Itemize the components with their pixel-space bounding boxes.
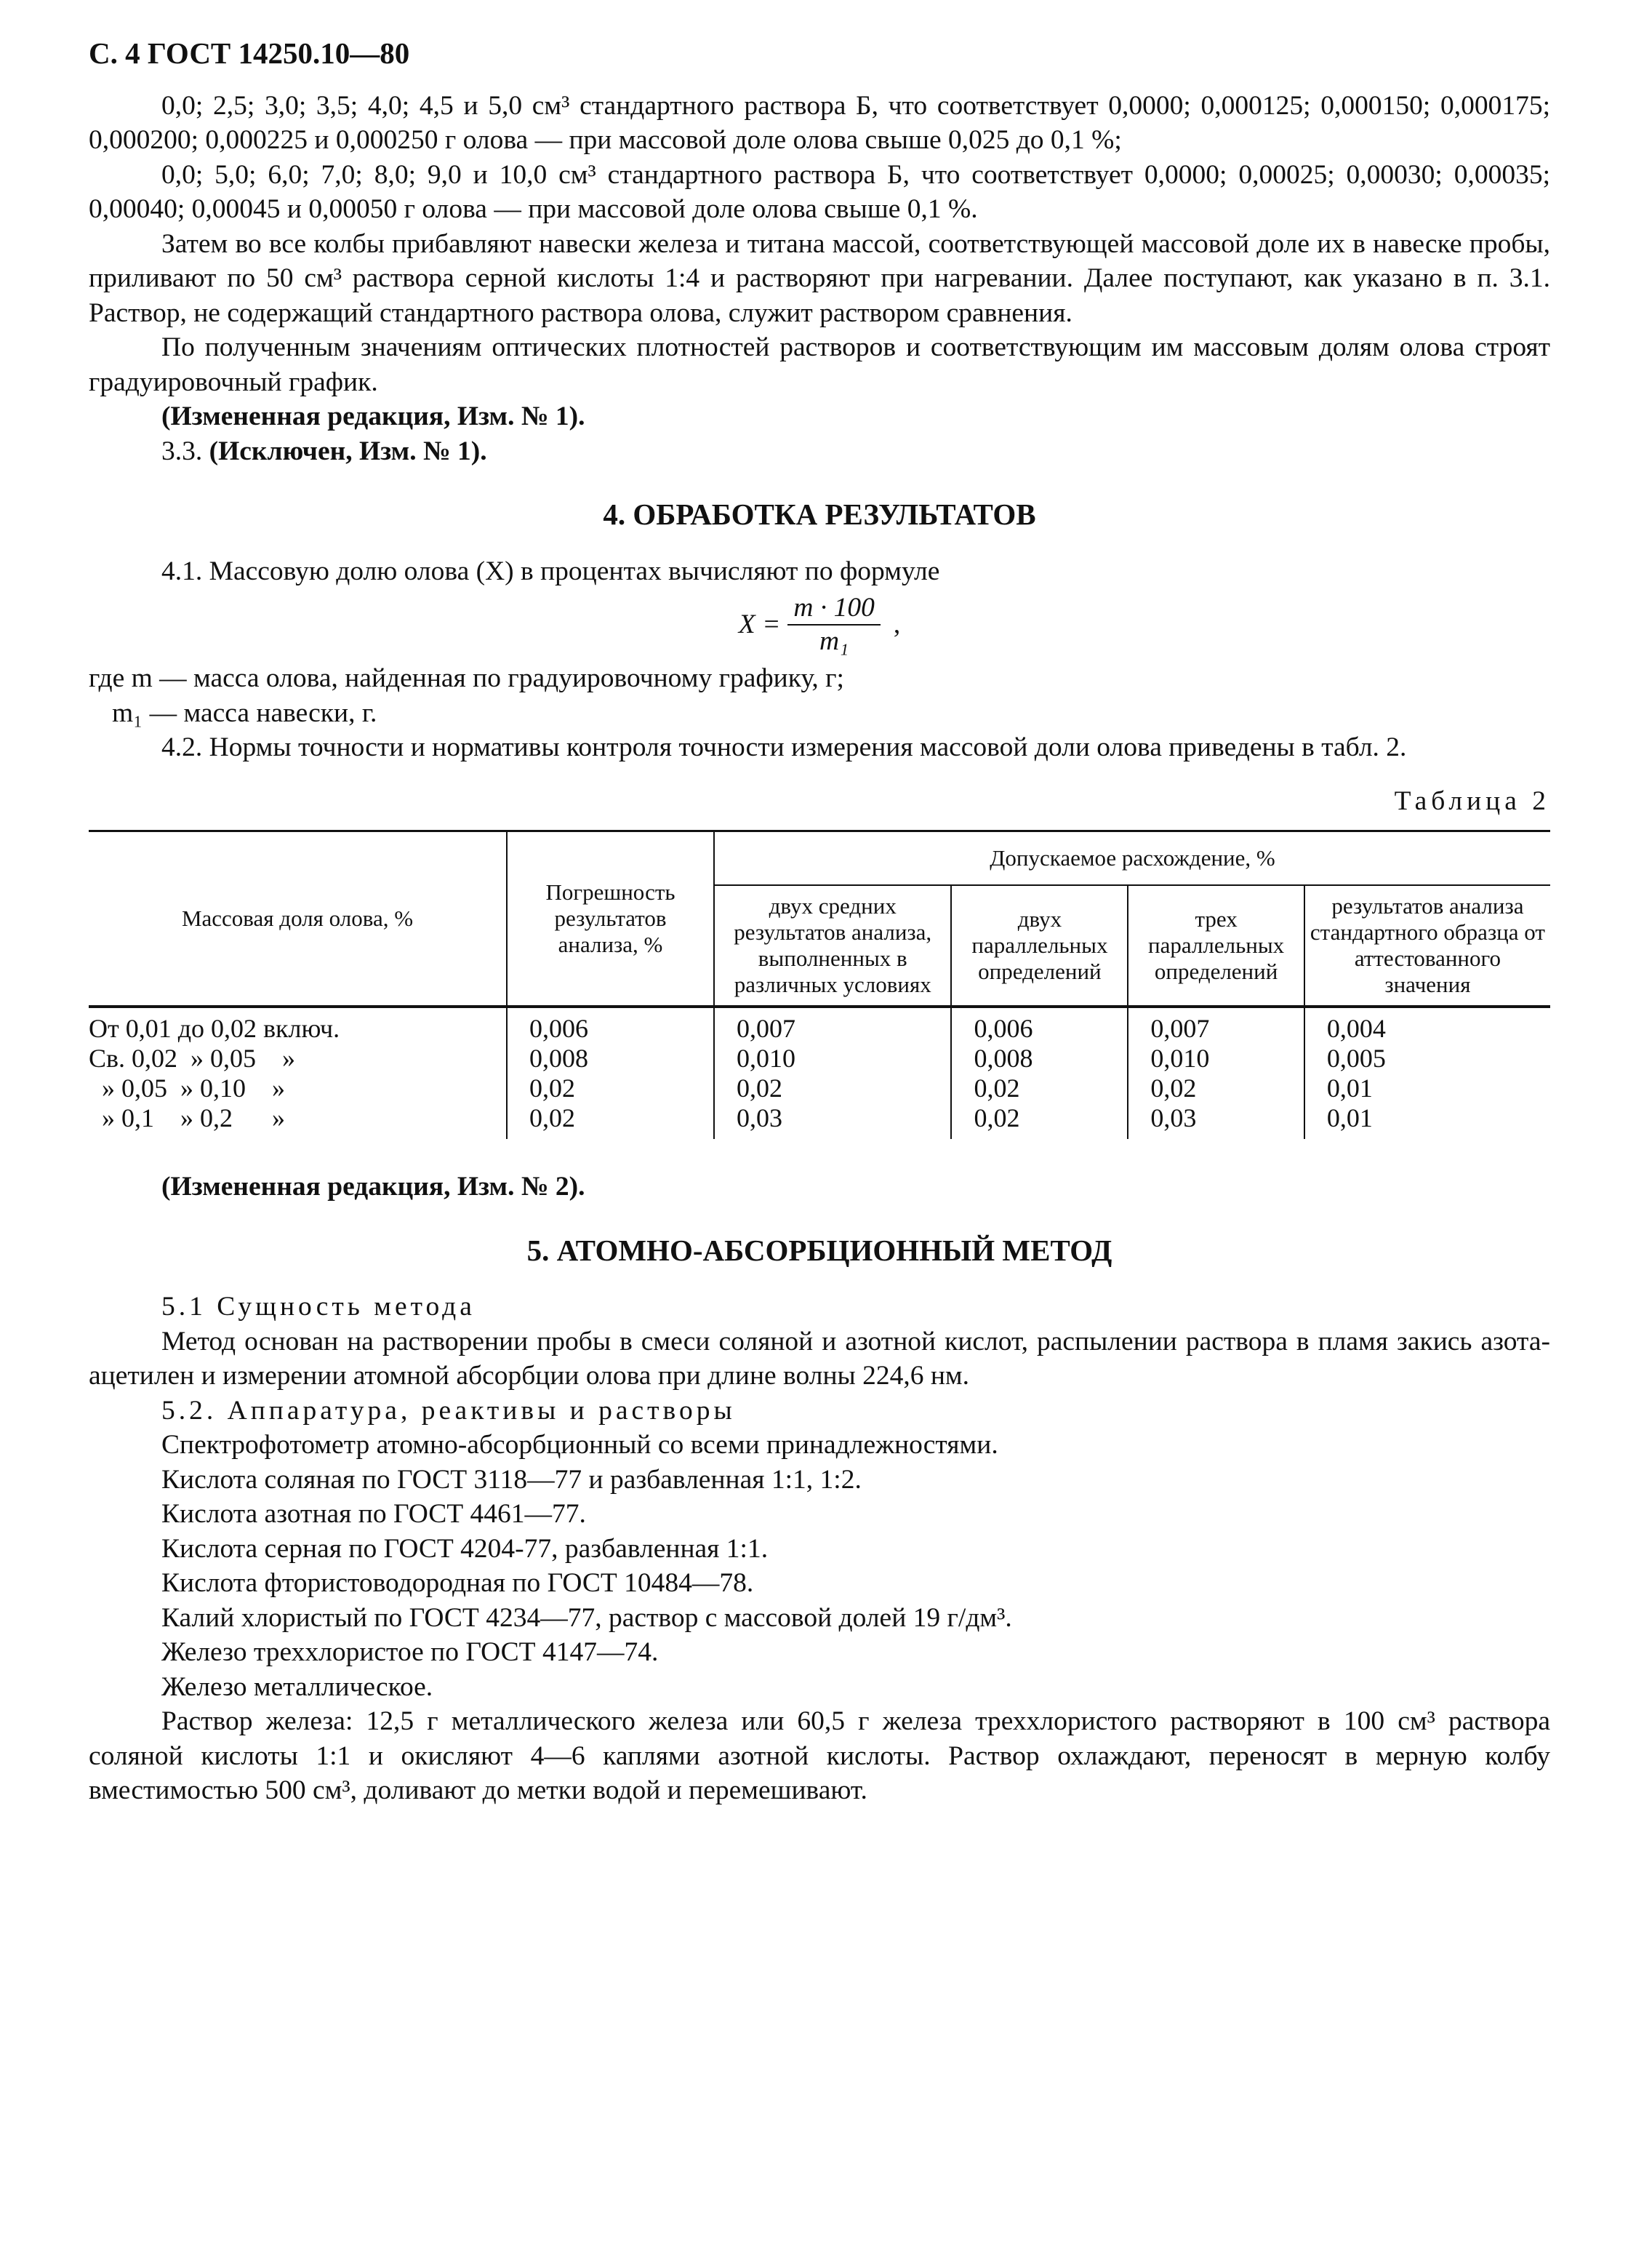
graph-paragraph: По полученным значениям оптических плотностей растворов и соответствующим им массовым долям олова строят градуировочный график. xyxy=(89,332,1550,397)
col-group-header: Допускаемое расхождение, % xyxy=(714,831,1550,886)
cell-mass-range: От 0,01 до 0,02 включ. xyxy=(89,1014,340,1043)
clause-5-2-heading: 5.2. Аппаратура, реактивы и растворы xyxy=(161,1395,736,1426)
cell-error: 0,006 xyxy=(507,1007,714,1044)
cell-three-parallel: 0,007 xyxy=(1128,1007,1304,1044)
reagent-item: Кислота серная по ГОСТ 4204-77, разбавленная 1:1. xyxy=(161,1533,769,1564)
calibration-series-1: 0,0; 2,5; 3,0; 3,5; 4,0; 4,5 и 5,0 см³ стандартного раствора Б, что соответствует 0,0000; 0,000125; 0,000150; 0,000175; 0,000200; 0,000225 и 0,000250 г олова — при массовой доле олова свыше 0,025 до 0,1 %; xyxy=(89,90,1550,155)
col-three-parallel-header: трех параллельных определений xyxy=(1128,885,1304,1007)
document-page xyxy=(89,36,1550,1808)
calibration-series-2: 0,0; 5,0; 6,0; 7,0; 8,0; 9,0 и 10,0 см³ стандартного раствора Б, что соответствует 0,0000; 0,00025; 0,00030; 0,00035; 0,00040; 0,00045 и 0,00050 г олова — при массовой доле олова свыше 0,1 %. xyxy=(89,159,1550,224)
cell-standard-sample: 0,01 xyxy=(1304,1074,1550,1103)
reagent-item: Калий хлористый по ГОСТ 4234—77, раствор с массовой долей 19 г/дм³. xyxy=(161,1602,1012,1633)
cell-error: 0,02 xyxy=(507,1074,714,1103)
table-caption: Таблица 2 xyxy=(1394,786,1550,816)
cell-two-means: 0,02 xyxy=(714,1074,951,1103)
cell-two-parallel: 0,02 xyxy=(951,1103,1128,1139)
cell-standard-sample: 0,005 xyxy=(1304,1044,1550,1074)
where-line-1: где m — масса олова, найденная по градуировочному графику, г; xyxy=(89,663,844,693)
iron-solution-paragraph: Раствор железа: 12,5 г металлического железа или 60,5 г железа треххлористого растворяют в 100 см³ раствора соляной кислоты 1:1 и окисляют 4—6 каплями азотной кислоты. Раствор охлаждают, переносят в мерную колбу вместимостью 500 см³, доливают до метки водой и перемешивают. xyxy=(89,1706,1550,1805)
formula-tail: , xyxy=(893,610,901,640)
cell-mass-range: Св. 0,02 » 0,05 » xyxy=(89,1044,296,1073)
table-row xyxy=(89,1007,1550,1044)
cell-two-parallel: 0,006 xyxy=(951,1007,1128,1044)
clause-5-1-heading: 5.1 Сущность метода xyxy=(161,1292,476,1322)
cell-two-parallel: 0,008 xyxy=(951,1044,1128,1074)
clause-3-3-text: (Исключен, Изм. № 1). xyxy=(209,436,487,466)
section-5-title: 5. АТОМНО-АБСОРБЦИОННЫЙ МЕТОД xyxy=(526,1233,1112,1267)
col-mass-fraction-header: Массовая доля олова, % xyxy=(89,831,507,1007)
formula-fraction xyxy=(787,592,880,658)
cell-three-parallel: 0,03 xyxy=(1128,1103,1304,1139)
clause-4-1: 4.1. Массовую долю олова (X) в процентах вычисляют по формуле xyxy=(161,556,940,586)
col-standard-sample-header: результатов анализа стандартного образца от аттестованного значения xyxy=(1304,885,1550,1007)
formula-denominator: m₁ xyxy=(819,626,849,656)
cell-mass-range: » 0,05 » 0,10 » xyxy=(102,1074,285,1103)
cell-error: 0,02 xyxy=(507,1103,714,1139)
cell-three-parallel: 0,010 xyxy=(1128,1044,1304,1074)
cell-two-parallel: 0,02 xyxy=(951,1074,1128,1103)
cell-error: 0,008 xyxy=(507,1044,714,1074)
cell-standard-sample: 0,004 xyxy=(1304,1007,1550,1044)
reagent-item: Кислота соляная по ГОСТ 3118—77 и разбавленная 1:1, 1:2. xyxy=(161,1464,862,1495)
clause-3-3 xyxy=(89,434,1550,469)
page-header: С. 4 ГОСТ 14250.10—80 xyxy=(89,36,410,70)
table-row xyxy=(89,1044,1550,1074)
amendment-note-1: (Измененная редакция, Изм. № 1). xyxy=(161,401,585,431)
col-two-parallel-header: двух параллельных определений xyxy=(951,885,1128,1007)
cell-mass-range: » 0,1 » 0,2 » xyxy=(102,1103,285,1132)
col-two-means-header: двух средних результатов анализа, выполненных в различных условиях xyxy=(714,885,951,1007)
reagent-item: Кислота фтористоводородная по ГОСТ 10484—78. xyxy=(161,1568,754,1598)
amendment-note-2: (Измененная редакция, Изм. № 2). xyxy=(161,1172,585,1202)
formula xyxy=(89,588,1550,661)
table-row xyxy=(89,1074,1550,1103)
cell-two-means: 0,010 xyxy=(714,1044,951,1074)
col-error-header: Погрешность результатов анализа, % xyxy=(507,831,714,1007)
reagent-item: Спектрофотометр атомно-абсорбционный со всеми принадлежностями. xyxy=(161,1430,998,1460)
procedure-paragraph: Затем во все колбы прибавляют навески железа и титана массой, соответствующей массовой доле их в навеске пробы, приливают по 50 см³ раствора серной кислоты 1:4 и растворяют при нагревании. Далее поступают, как указано в п. 3.1. Раствор, не содержащий стандартного раствора олова, служит раствором сравнения. xyxy=(89,228,1550,328)
cell-three-parallel: 0,02 xyxy=(1128,1074,1304,1103)
table-row xyxy=(89,1103,1550,1139)
clause-3-3-number: 3.3. xyxy=(161,436,203,466)
formula-lhs: X = xyxy=(738,610,781,640)
cell-two-means: 0,03 xyxy=(714,1103,951,1139)
reagent-item: Железо треххлористое по ГОСТ 4147—74. xyxy=(161,1637,659,1667)
precision-table xyxy=(89,830,1550,1139)
reagent-item: Железо металлическое. xyxy=(161,1671,433,1702)
section-4-title: 4. ОБРАБОТКА РЕЗУЛЬТАТОВ xyxy=(603,497,1036,531)
cell-standard-sample: 0,01 xyxy=(1304,1103,1550,1139)
where-line-2: m₁ — масса навески, г. xyxy=(112,698,377,728)
formula-numerator: m · 100 xyxy=(787,592,880,626)
clause-4-2: 4.2. Нормы точности и нормативы контроля точности измерения массовой доли олова приведены в табл. 2. xyxy=(161,732,1407,762)
cell-two-means: 0,007 xyxy=(714,1007,951,1044)
reagent-item: Кислота азотная по ГОСТ 4461—77. xyxy=(161,1499,586,1529)
clause-5-1-text: Метод основан на растворении пробы в смеси соляной и азотной кислот, распылении раствора в пламя закись азота-ацетилен и измерении атомной абсорбции олова при длине волны 224,6 нм. xyxy=(89,1326,1550,1391)
